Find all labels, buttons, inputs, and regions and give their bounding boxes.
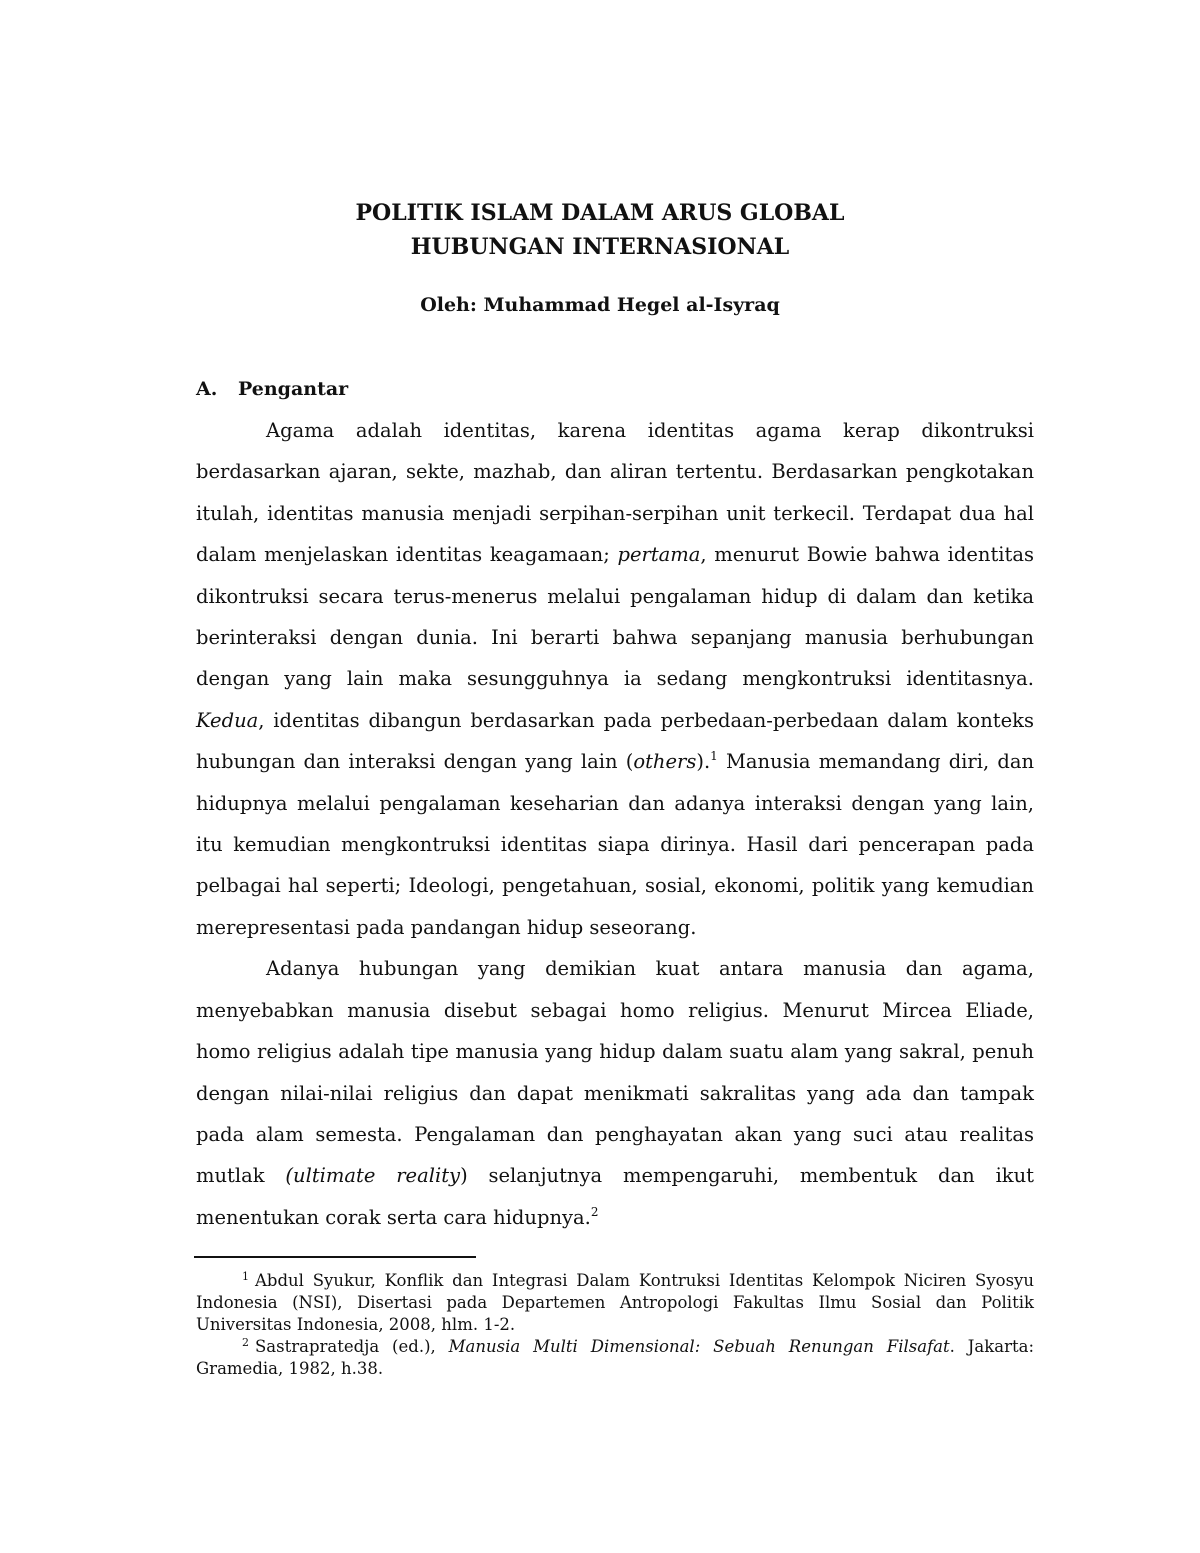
author-line: Oleh: Muhammad Hegel al-Isyraq xyxy=(420,294,780,316)
footnote-number: 1 xyxy=(242,1270,249,1283)
paragraph xyxy=(196,410,1034,948)
footnote-reference[interactable]: 1 xyxy=(710,749,718,764)
text-run: Agama adalah identitas, karena identitas agama kerap dikontruksi berdasarkan ajaran, sekte, mazhab, dan aliran tertentu. Berdasarkan pengkotakan itulah, identitas manusia menjadi serpihan-serpihan unit terkecil. Terdapat dua hal dalam menjelaskan identitas keagamaan; xyxy=(196,419,1034,567)
footnote-italic: Manusia Multi Dimensional: Sebuah Renungan Filsafat xyxy=(448,1337,950,1356)
footnote-number: 2 xyxy=(242,1336,249,1349)
text-run: ). xyxy=(696,750,711,774)
footnote-separator xyxy=(194,1256,476,1258)
italic-run: pertama xyxy=(617,543,701,567)
footnote xyxy=(196,1270,1034,1336)
footnote-text: . Jakarta: Gramedia, 1982, h.38. xyxy=(196,1337,1035,1378)
title-line-2: HUBUNGAN INTERNASIONAL xyxy=(410,234,790,260)
text-run: , identitas dibangun berdasarkan pada perbedaan-perbedaan dalam konteks hubungan dan interaksi dengan yang lain ( xyxy=(196,708,1034,774)
body-text xyxy=(196,410,1034,1238)
text-run: , menurut Bowie bahwa identitas dikontruksi secara terus-menerus melalui pengalaman hidup di dalam dan ketika berinteraksi dengan dunia. Ini berarti bahwa sepanjang manusia berhubungan dengan yang lain maka sesungguhnya ia sedang mengkontruksi identitasnya. xyxy=(196,543,1034,691)
footnote-text: Abdul Syukur, Konflik dan Integrasi Dalam Kontruksi Identitas Kelompok Niciren Syosyu Indonesia (NSI), Disertasi pada Departemen Antropologi Fakultas Ilmu Sosial dan Politik Universitas Indonesia, 2008, hlm. 1-2. xyxy=(196,1271,1034,1334)
italic-run: Kedua xyxy=(196,708,259,732)
section-heading xyxy=(196,374,348,404)
footnote-reference[interactable]: 2 xyxy=(590,1204,599,1219)
footnotes xyxy=(196,1270,1034,1380)
paragraph xyxy=(196,948,1034,1238)
footnote xyxy=(196,1336,1034,1380)
document-title xyxy=(0,196,1200,264)
text-run: ) selanjutnya mempengaruhi, membentuk dan ikut menentukan corak serta cara hidupnya. xyxy=(196,1164,1035,1229)
section-letter: A. xyxy=(196,378,218,400)
text-run: Adanya hubungan yang demikian kuat antara manusia dan agama, menyebabkan manusia disebut sebagai homo religius. Menurut Mircea Eliade, homo religius adalah tipe manusia yang hidup dalam suatu alam yang sakral, penuh dengan nilai-nilai religius dan dapat menikmati sakralitas yang ada dan tampak pada alam semesta. Pengalaman dan penghayatan akan yang suci atau realitas mutlak xyxy=(196,957,1034,1188)
text-run: Manusia memandang diri, dan hidupnya melalui pengalaman keseharian dan adanya interaksi dengan yang lain, itu kemudian mengkontruksi identitas siapa dirinya. Hasil dari pencerapan pada pelbagai hal seperti; Ideologi, pengetahuan, sosial, ekonomi, politik yang kemudian merepresentasi pada pandangan hidup seseorang. xyxy=(196,750,1034,939)
footnote-text: Sastrapratedja (ed.), xyxy=(255,1337,449,1356)
section-title: Pengantar xyxy=(238,378,349,400)
italic-run: others xyxy=(633,750,697,774)
italic-run: (ultimate reality xyxy=(285,1164,461,1188)
title-line-1: POLITIK ISLAM DALAM ARUS GLOBAL xyxy=(355,200,845,226)
